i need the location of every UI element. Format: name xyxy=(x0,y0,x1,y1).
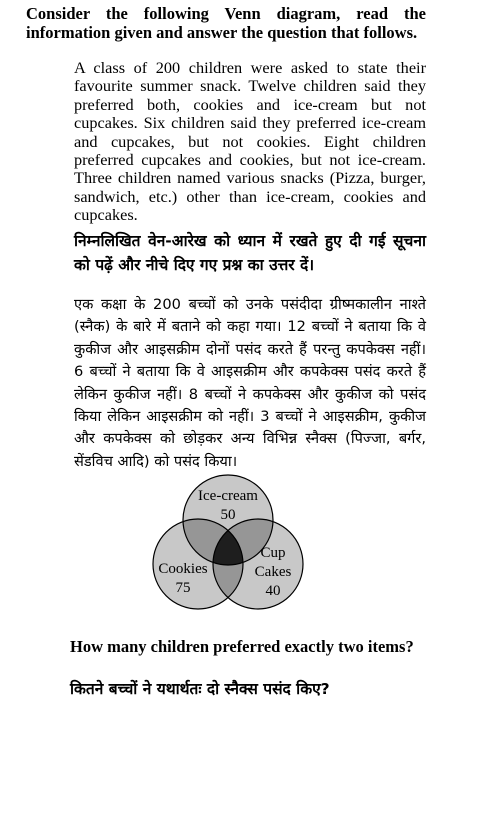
cupcakes-label-line1: Cup xyxy=(260,545,286,561)
venn-svg xyxy=(145,472,345,612)
icecream-label: Ice-cream xyxy=(198,488,258,504)
cupcakes-value: 40 xyxy=(265,583,281,599)
instruction-hindi xyxy=(74,229,426,277)
venn-diagram xyxy=(145,472,345,612)
question-english xyxy=(70,637,426,657)
question-hi-text: कितने बच्चों ने यथार्थतः दो स्नैक्स पसंद किए? xyxy=(70,680,330,698)
passage-hi-text: एक कक्षा के 200 बच्चों को उनके पसंदीदा ग्रीष्मकालीन नाश्ते (स्नैक) के बारे में बताने को कहा गया। 12 बच्चों ने बताया कि वे कुकीज और आइसक्रीम दोनों पसंद करते हैं परन्तु कपकेक्स नहीं। 6 बच्चों ने बताया कि वे आइसक्रीम और कपकेक्स पसंद करते हैं लेकिन कुकीज नहीं। 8 बच्चों ने कपकेक्स और कुकीज को पसंद किया लेकिन आइसक्रीम को नहीं। 3 बच्चों ने आइसक्रीम, कुकीज और कपकेक्स को छोड़कर अन्य विभिन्न स्नैक्स (पिज्जा, बर्गर, सेंडविच आदि) को पसंद किया। xyxy=(74,296,426,470)
cupcakes-label-line2: Cakes xyxy=(254,564,292,580)
passage-english xyxy=(74,59,426,225)
icecream-value: 50 xyxy=(220,507,236,523)
question-en-text: How many children preferred exactly two items? xyxy=(70,637,414,656)
passage-hindi xyxy=(74,294,426,473)
question-hindi xyxy=(70,678,426,700)
instruction-en: Consider the following Venn diagram, read the information given and answer the question that follows. xyxy=(26,4,426,42)
cookies-value: 75 xyxy=(175,580,191,596)
instruction-hi-text: निम्नलिखित वेन-आरेख को ध्यान में रखते हुए दी गई सूचना को पढ़ें और नीचे दिए गए प्रश्न का उत्तर दें। xyxy=(74,232,426,274)
passage-en-text: A class of 200 children were asked to state their favourite summer snack. Twelve children said they preferred both, cookies and ice-cream but not cupcakes. Six children said they preferred ice-cream and cupcakes, but not cookies. Eight children preferred cupcakes and cookies, but not ice-cream. Three children named various snacks (Pizza, burger, sandwich, etc.) other than ice-cream, cookies and cupcakes. xyxy=(74,58,426,225)
cookies-label: Cookies xyxy=(158,561,208,577)
instruction-text xyxy=(26,4,426,42)
